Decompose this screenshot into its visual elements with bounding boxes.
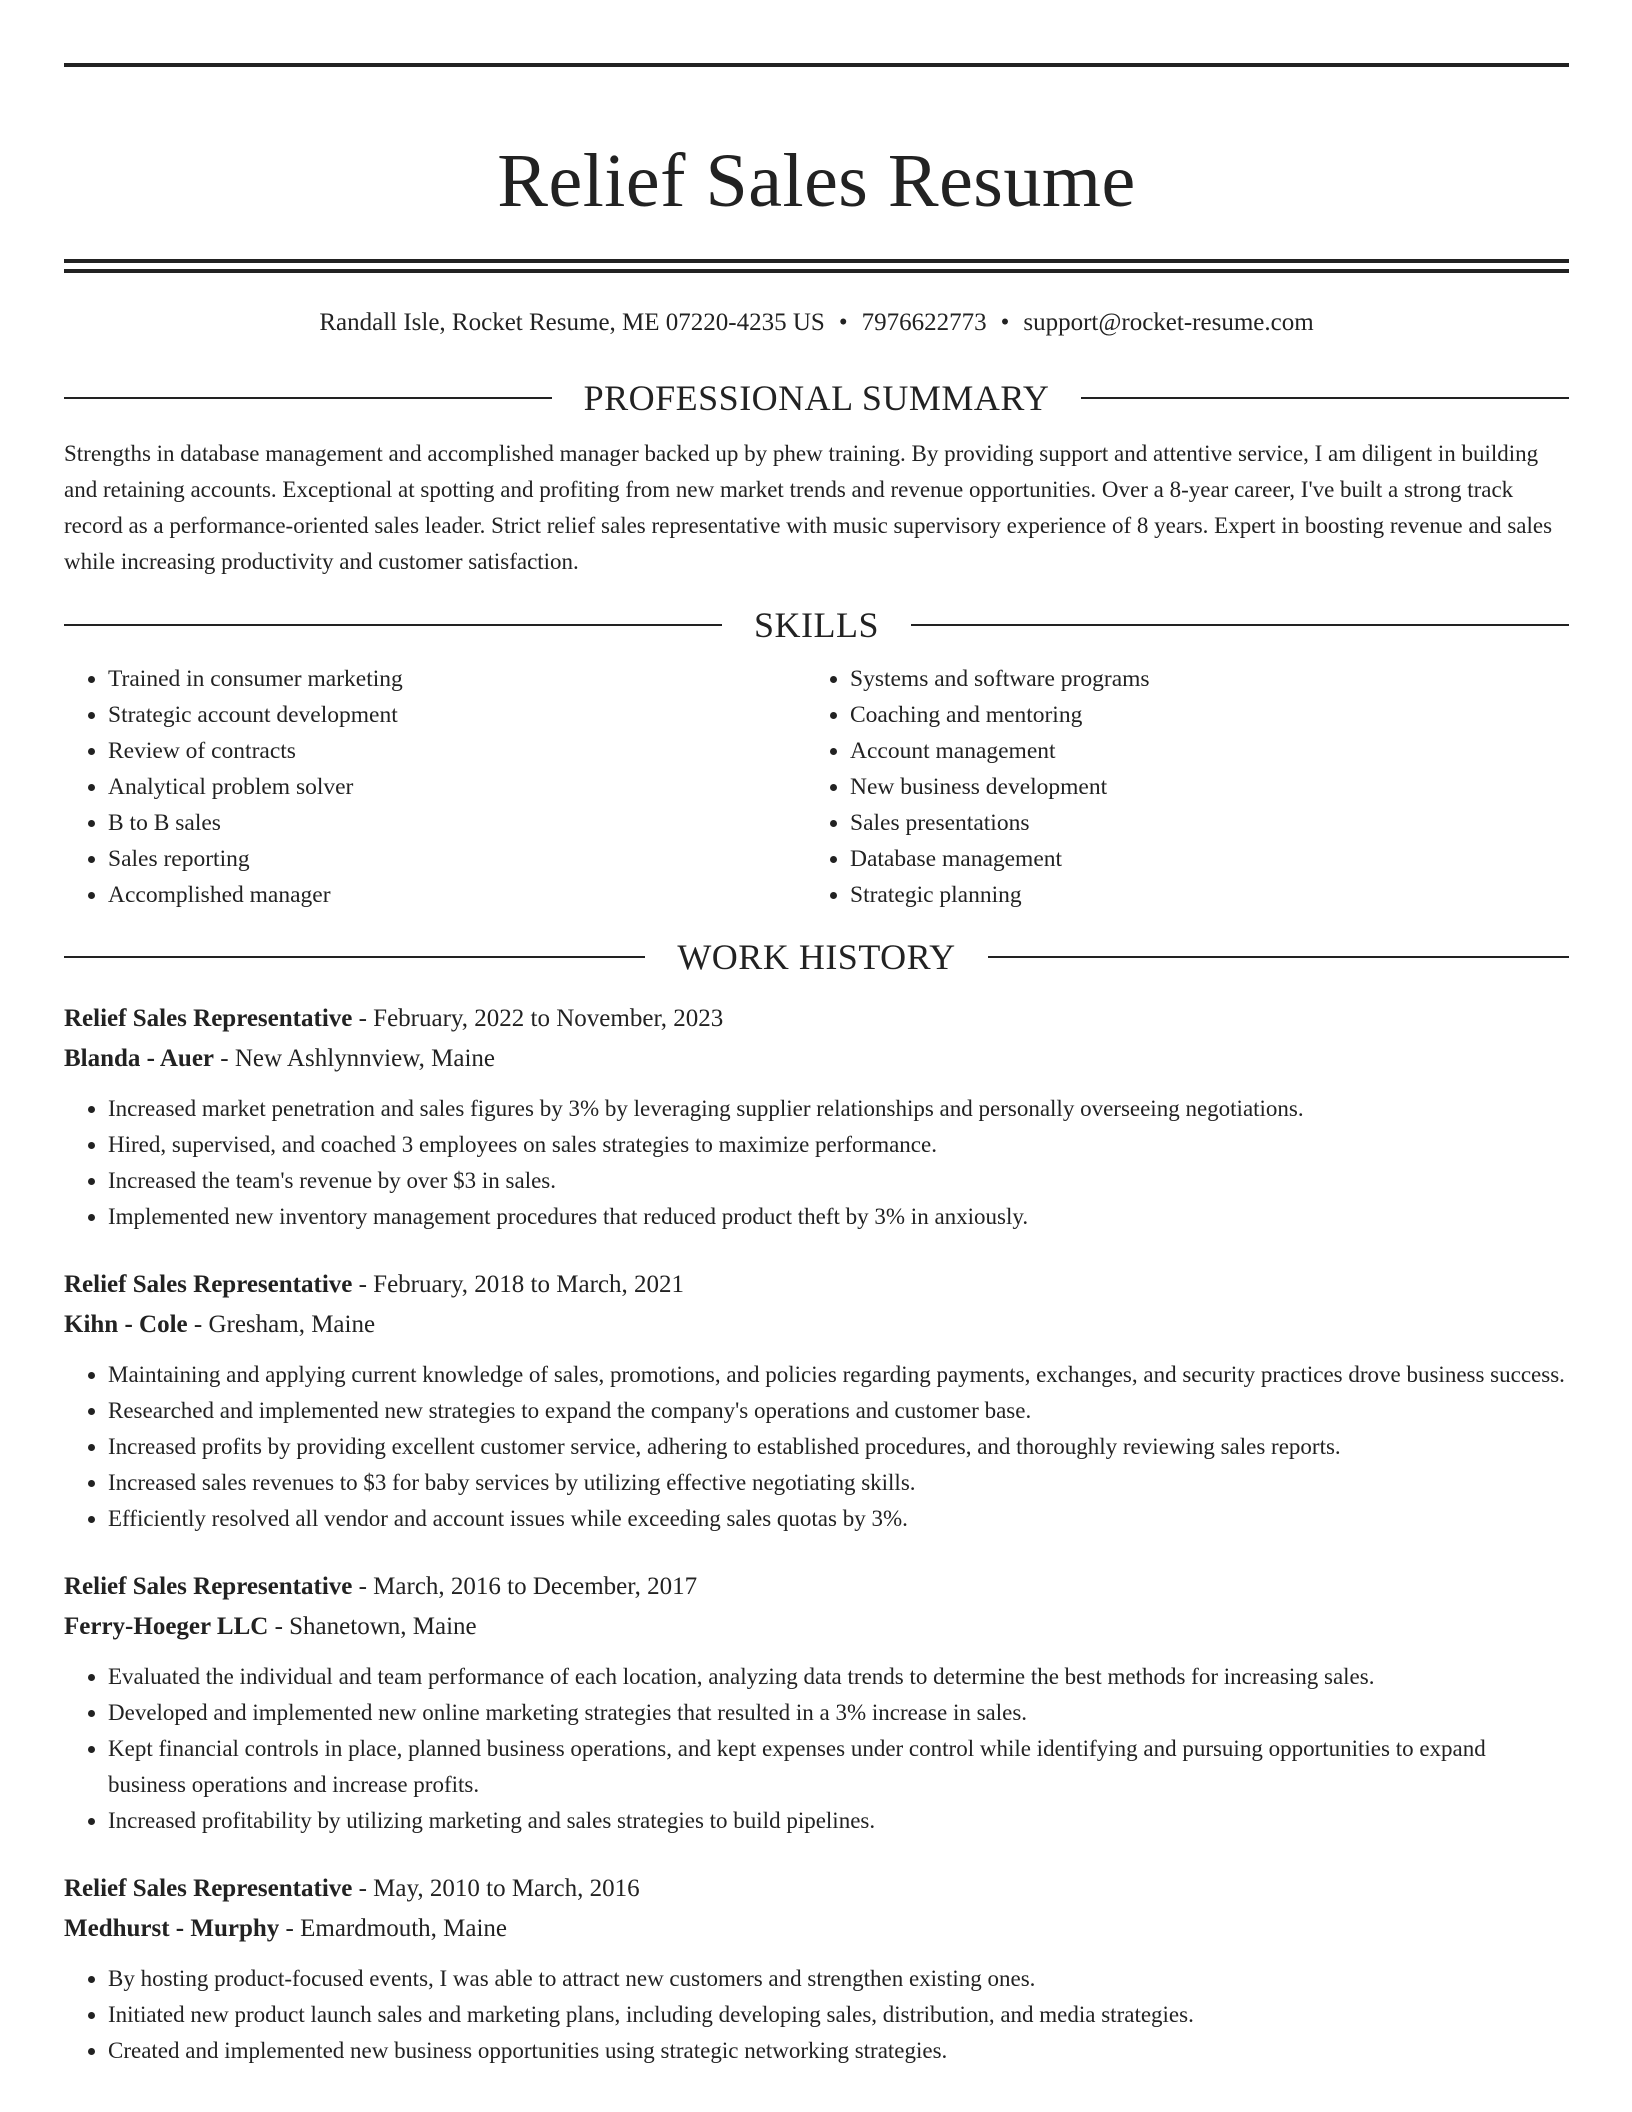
- job-bullet: • Researched and implemented new strategies to expand the company's operations and customer base.: [108, 1393, 1569, 1429]
- job-title: Relief Sales Representative: [64, 1875, 353, 1902]
- job-entry: [64, 1265, 1569, 1537]
- job-bullet: • Kept financial controls in place, planned business operations, and kept expenses under control while identifying and pursuing opportunities to expand business operations and increase profits.: [108, 1731, 1569, 1803]
- job-bullet: • Created and implemented new business opportunities using strategic networking strategies.: [108, 2033, 1569, 2069]
- skill-item: • B to B sales: [108, 805, 806, 841]
- job-title: Relief Sales Representative: [64, 1271, 353, 1298]
- skills-section-heading: [64, 603, 1569, 647]
- heading-rule-left: [64, 624, 722, 626]
- skill-item: • Trained in consumer marketing: [108, 661, 806, 697]
- job-company-line: [64, 1305, 1569, 1345]
- job-bullets: [64, 1961, 1569, 2069]
- skill-item: • Review of contracts: [108, 733, 806, 769]
- skill-item: • Accomplished manager: [108, 877, 806, 913]
- job-dates: - February, 2022 to November, 2023: [358, 1005, 724, 1032]
- job-bullet: • Increased profitability by utilizing marketing and sales strategies to build pipelines.: [108, 1803, 1569, 1839]
- job-title: Relief Sales Representative: [64, 1573, 353, 1600]
- skill-item: • Sales presentations: [850, 805, 1548, 841]
- job-location: - Shanetown, Maine: [274, 1613, 477, 1640]
- contact-email[interactable]: support@rocket-resume.com: [1023, 309, 1314, 336]
- job-company: Ferry-Hoeger LLC: [64, 1613, 269, 1640]
- job-company-line: [64, 1039, 1569, 1079]
- job-title-line: [64, 1567, 1569, 1607]
- contact-separator: •: [1000, 309, 1010, 336]
- job-location: - Gresham, Maine: [193, 1311, 376, 1338]
- title-double-rule: [64, 259, 1569, 273]
- heading-rule-right: [911, 624, 1569, 626]
- job-dates: - March, 2016 to December, 2017: [358, 1573, 698, 1600]
- resume-title: Relief Sales Resume: [497, 139, 1136, 223]
- heading-rule-left: [64, 956, 645, 958]
- skill-item: • Coaching and mentoring: [850, 697, 1548, 733]
- job-bullet: • Increased profits by providing excellent customer service, adhering to established procedures, and thoroughly reviewing sales reports.: [108, 1429, 1569, 1465]
- job-dates: - February, 2018 to March, 2021: [358, 1271, 684, 1298]
- job-title: Relief Sales Representative: [64, 1005, 353, 1032]
- skill-item: • New business development: [850, 769, 1548, 805]
- heading-rule-right: [1081, 397, 1569, 399]
- job-bullet: • By hosting product-focused events, I was able to attract new customers and strengthen existing ones.: [108, 1961, 1569, 1997]
- contact-phone[interactable]: 7976622773: [861, 309, 987, 336]
- job-title-line: [64, 1265, 1569, 1305]
- skills-heading: SKILLS: [754, 605, 880, 645]
- skill-item: • Analytical problem solver: [108, 769, 806, 805]
- job-bullet: • Maintaining and applying current knowledge of sales, promotions, and policies regarding payments, exchanges, and security practices drove business success.: [108, 1357, 1569, 1393]
- job-company: Kihn - Cole: [64, 1311, 188, 1338]
- job-entry: [64, 999, 1569, 1235]
- skill-item: • Systems and software programs: [850, 661, 1548, 697]
- summary-text: Strengths in database management and accomplished manager backed up by phew training. By providing support and attentive service, I am diligent in building and retaining accounts. Exceptional at spotting and profiting from new market trends and revenue opportunities. Over a 8-year career, I've built a strong track record as a performance-oriented sales leader. Strict relief sales representative with music supervisory experience of 8 years. Expert in boosting revenue and sales while increasing productivity and customer satisfaction.: [64, 441, 1553, 574]
- work-history-list: [64, 999, 1569, 2069]
- heading-rule-right: [988, 956, 1569, 958]
- job-company: Blanda - Auer: [64, 1045, 215, 1072]
- job-dates: - May, 2010 to March, 2016: [358, 1875, 640, 1902]
- skill-item: • Database management: [850, 841, 1548, 877]
- job-bullets: [64, 1357, 1569, 1537]
- job-bullets: [64, 1091, 1569, 1235]
- contact-separator: •: [838, 309, 848, 336]
- job-title-line: [64, 999, 1569, 1039]
- job-bullet: • Initiated new product launch sales and marketing plans, including developing sales, distribution, and media strategies.: [108, 1997, 1569, 2033]
- job-bullet: • Increased sales revenues to $3 for baby services by utilizing effective negotiating skills.: [108, 1465, 1569, 1501]
- job-company-line: [64, 1909, 1569, 1949]
- summary-heading: PROFESSIONAL SUMMARY: [583, 378, 1050, 418]
- job-bullet: • Implemented new inventory management procedures that reduced product theft by 3% in anxiously.: [108, 1199, 1569, 1235]
- job-bullet: • Evaluated the individual and team performance of each location, analyzing data trends to determine the best methods for increasing sales.: [108, 1659, 1569, 1695]
- skill-item: • Strategic planning: [850, 877, 1548, 913]
- skills-list: [64, 661, 1569, 913]
- summary-section-heading: [64, 376, 1569, 420]
- job-location: - New Ashlynnview, Maine: [220, 1045, 496, 1072]
- job-bullet: • Efficiently resolved all vendor and account issues while exceeding sales quotas by 3%.: [108, 1501, 1569, 1537]
- skills-column-left: [64, 661, 806, 913]
- skill-item: • Sales reporting: [108, 841, 806, 877]
- skill-item: • Strategic account development: [108, 697, 806, 733]
- job-bullets: [64, 1659, 1569, 1839]
- work-section-heading: [64, 935, 1569, 979]
- top-rule: [64, 63, 1569, 67]
- job-company-line: [64, 1607, 1569, 1647]
- job-bullet: • Increased the team's revenue by over $3 in sales.: [108, 1163, 1569, 1199]
- job-title-line: [64, 1869, 1569, 1909]
- resume-page: [64, 0, 1569, 2069]
- job-company: Medhurst - Murphy: [64, 1915, 280, 1942]
- job-bullet: • Developed and implemented new online marketing strategies that resulted in a 3% increase in sales.: [108, 1695, 1569, 1731]
- job-location: - Emardmouth, Maine: [285, 1915, 508, 1942]
- job-entry: [64, 1567, 1569, 1839]
- job-bullet: • Increased market penetration and sales figures by 3% by leveraging supplier relationships and personally overseeing negotiations.: [108, 1091, 1569, 1127]
- skill-item: • Account management: [850, 733, 1548, 769]
- contact-address: Randall Isle, Rocket Resume, ME 07220-4235 US: [319, 309, 825, 336]
- work-heading: WORK HISTORY: [677, 937, 956, 977]
- heading-rule-left: [64, 397, 552, 399]
- skills-column-right: [806, 661, 1548, 913]
- job-bullet: • Hired, supervised, and coached 3 employees on sales strategies to maximize performance.: [108, 1127, 1569, 1163]
- contact-line: [64, 307, 1569, 339]
- job-entry: [64, 1869, 1569, 2069]
